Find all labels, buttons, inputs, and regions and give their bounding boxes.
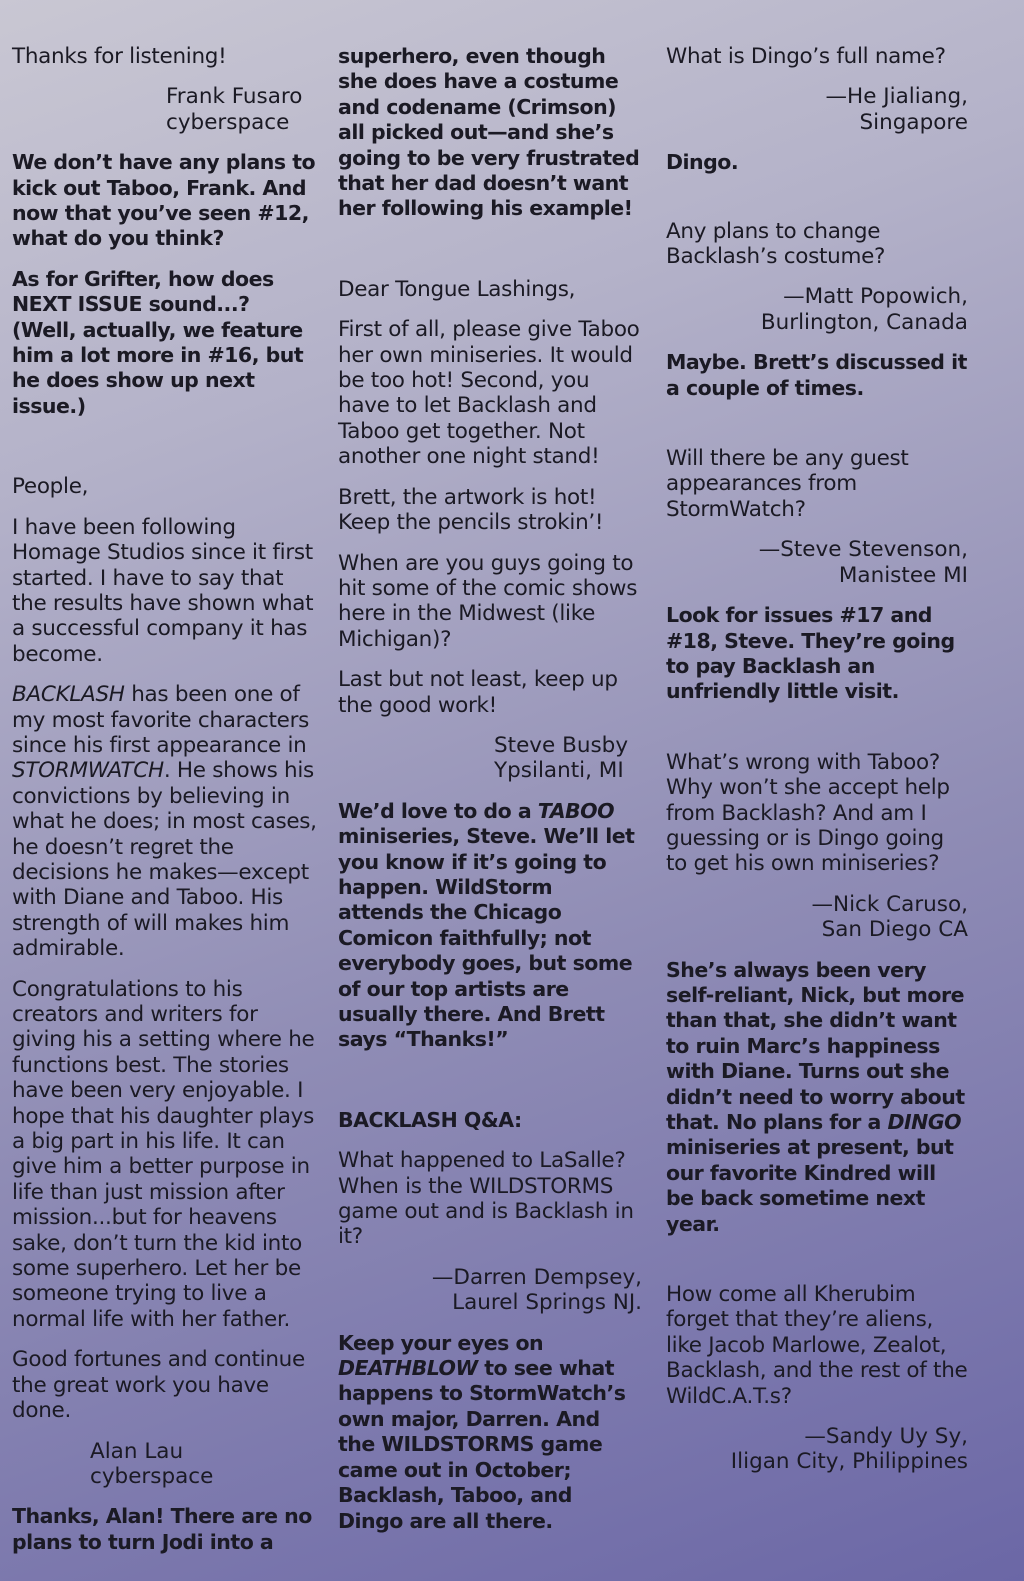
editor-reply: She’s always been very self-reliant, Nick, but more than that, she didn’t want to ruin Marc’s happiness with Diane. Turns out she didn’t need to worry about that. No plans for a DINGO miniseries at present, but our favorite Kindred will be back sometime next year. [666, 957, 965, 1236]
signature-name: Steve Busby [494, 732, 629, 758]
signature-location: Iligan City, Philippines [730, 1449, 968, 1475]
signature-name: —Steve Stevenson, [758, 537, 968, 563]
signature-location: Manistee MI [838, 562, 968, 588]
question: Any plans to change Backlash’s costume? [666, 218, 886, 270]
column-2 [338, 44, 642, 1549]
signature-location: Singapore [859, 109, 968, 135]
title-italic: DINGO [887, 1110, 962, 1134]
editor-reply: We’d love to do a TABOO miniseries, Steve. We’ll let you know if it’s going to happen. WildStorm attends the Chicago Comicon faithfully; not everybody goes, but some of our top artists are usually there. And Brett says “Thanks!” [338, 798, 635, 1052]
section-heading: BACKLASH Q&A: [338, 1107, 522, 1132]
title-italic: BACKLASH [12, 682, 125, 708]
letter-paragraph: First of all, please give Taboo her own miniseries. It would be too hot! Second, you have to let Backlash and Taboo get together. Not another one night stand! [338, 317, 640, 470]
signature-nick-caruso [666, 892, 968, 943]
signature-steve-busby [338, 733, 642, 784]
signature-location: Ypsilanti, MI [494, 758, 624, 784]
title-italic: DEATHBLOW [338, 1356, 478, 1381]
question: How come all Kherubim forget that they’re aliens, like Jacob Marlowe, Zealot, Backlash, and the rest of the WildC.A.T.s? [666, 1282, 968, 1409]
signature-location: cyberspace [166, 109, 290, 135]
question: What’s wrong with Taboo? Why won’t she accept help from Backlash? And am I guessing or is Dingo going to get his own miniseries? [666, 749, 950, 877]
title-italic: STORMWATCH [12, 758, 164, 784]
signature-location: Laurel Springs NJ. [452, 1290, 642, 1316]
signature-location: Burlington, Canada [760, 309, 968, 335]
signature-name: Frank Fusaro [166, 84, 303, 110]
question: What happened to LaSalle? When is the WILDSTORMS game out and is Backlash in it? [338, 1148, 634, 1250]
signature-alan-lau [12, 1439, 318, 1490]
column-1 [12, 44, 318, 1570]
letter-paragraph: Last but not least, keep up the good work! [338, 667, 618, 718]
letter-paragraph: Congratulations to his creators and writers for giving his a setting where he functions best. The stories have been very enjoyable. I hope that his daughter plays a big part in his life. It can give him a better purpose in life than just mission after mission...but for heavens sake, don’t turn the kid into some superhero. Let her be someone trying to live a normal life with her father. [12, 976, 315, 1332]
signature-name: —Matt Popowich, [783, 284, 968, 310]
signature-he-jialiang [666, 84, 968, 135]
signature-name: —Darren Dempsey, [431, 1264, 642, 1290]
letter-closing: Thanks for listening! [12, 44, 227, 69]
signature-location: cyberspace [90, 1463, 214, 1489]
letter-paragraph: Good fortunes and continue the great work you have done. [12, 1347, 305, 1424]
editor-reply: Keep your eyes on DEATHBLOW to see what happens to StormWatch’s own major, Darren. And the WILDSTORMS game came out in October; Backlash, Taboo, and Dingo are all there. [338, 1330, 626, 1533]
signature-steve-stevenson [666, 537, 968, 588]
letter-paragraph: I have been following Homage Studios since it first started. I have to say that the results have shown what a successful company it has become. [12, 514, 314, 667]
signature-sandy-uy-sy [666, 1424, 968, 1475]
question: What is Dingo’s full name? [666, 44, 946, 69]
signature-name: Alan Lau [90, 1438, 184, 1464]
question: Will there be any guest appearances from StormWatch? [666, 446, 909, 522]
editor-reply: As for Grifter, how does NEXT ISSUE sound...? (Well, actually, we feature him a lot more in #16, but he does show up next issue.) [12, 266, 304, 418]
editor-reply: Dingo. [666, 150, 739, 175]
signature-darren-dempsey [338, 1265, 642, 1316]
signature-name: —Nick Caruso, [811, 891, 968, 917]
signature-name: —He Jialiang, [825, 84, 968, 110]
letter-salutation: Dear Tongue Lashings, [338, 276, 576, 302]
column-3 [666, 44, 968, 1490]
editor-reply: Maybe. Brett’s discussed it a couple of times. [666, 350, 967, 400]
letter-salutation: People, [12, 474, 89, 500]
signature-frank-fusaro [12, 84, 318, 135]
letter-paragraph: When are you guys going to hit some of the comic shows here in the Midwest (like Michigan)? [338, 550, 638, 652]
editor-reply: We don’t have any plans to kick out Taboo, Frank. And now that you’ve seen #12, what do you think? [12, 150, 316, 251]
editor-reply: superhero, even though she does have a costume and codename (Crimson) all picked out—and she’s going to be very frustrated that her dad doesn’t want her following his example! [338, 44, 640, 221]
editor-reply: Look for issues #17 and #18, Steve. They’re going to pay Backlash an unfriendly little visit. [666, 603, 955, 704]
signature-location: San Diego CA [821, 917, 968, 943]
signature-name: —Sandy Uy Sy, [804, 1424, 968, 1450]
title-italic: TABOO [537, 798, 615, 823]
letter-paragraph: Brett, the artwork is hot! Keep the pencils strokin’! [338, 484, 604, 536]
letter-paragraph: BACKLASH has been one of my most favorite characters since his first appearance in STORMWATCH. He shows his convictions by believing in what he does; in most cases, he doesn’t regret the decisions he makes—except with Diane and Taboo. His strength of will makes him admirable. [12, 682, 317, 962]
signature-matt-popowich [666, 284, 968, 335]
editor-reply: Thanks, Alan! There are no plans to turn Jodi into a [12, 1504, 312, 1554]
